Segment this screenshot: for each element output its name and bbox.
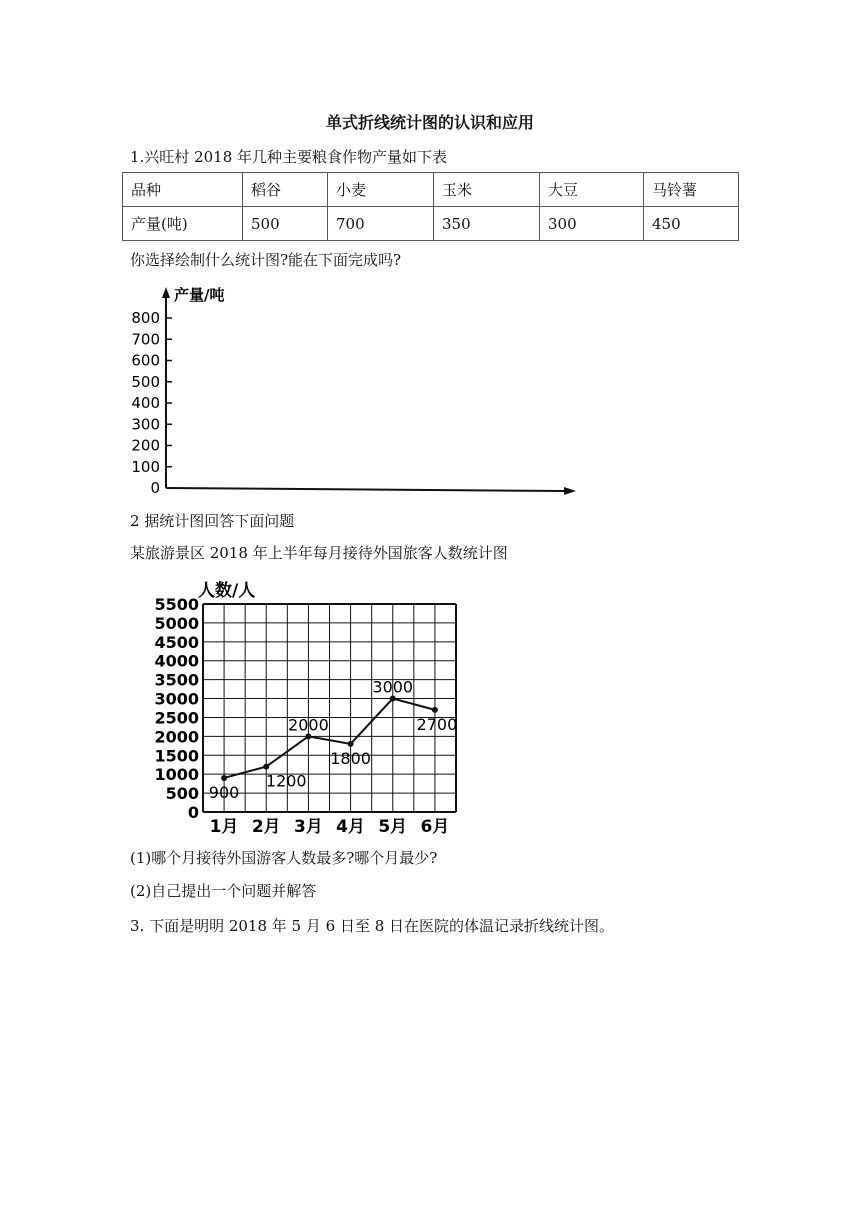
- x-tick-label: 2月: [251, 817, 281, 837]
- y-tick-label: 400: [131, 394, 160, 412]
- y-tick-label: 1500: [154, 746, 199, 766]
- x-tick-label: 6月: [420, 817, 450, 837]
- table-cell: 500: [243, 207, 328, 241]
- x-axis-arrow: [564, 487, 576, 495]
- q2-chart-caption: 某旅游景区 2018 年上半年每月接待外国旅客人数统计图: [130, 544, 508, 562]
- data-label: 1800: [330, 748, 371, 768]
- y-tick-label: 1000: [154, 765, 199, 785]
- x-tick-label: 4月: [336, 817, 366, 837]
- y-tick-label: 200: [131, 436, 160, 455]
- data-label: 900: [208, 782, 240, 802]
- y-axis-arrow: [162, 287, 170, 298]
- x-tick-label: 3月: [293, 817, 323, 837]
- data-point: [432, 707, 438, 713]
- q2-text: 2 据统计图回答下面问题: [130, 512, 295, 530]
- y-tick-label: 300: [131, 415, 160, 434]
- table-cell: 稻谷: [243, 173, 328, 207]
- table-cell: 300: [540, 207, 644, 241]
- data-label: 2700: [416, 714, 458, 734]
- data-point: [348, 741, 354, 747]
- data-point: [221, 775, 227, 781]
- data-label: 1200: [265, 771, 307, 791]
- y-tick-label: 600: [131, 351, 160, 370]
- table-cell: 玉米: [434, 173, 540, 207]
- q1-prompt: 你选择绘制什么统计图?能在下面完成吗?: [130, 251, 402, 269]
- page-title: 单式折线统计图的认识和应用: [325, 113, 534, 132]
- y-tick-label: 5000: [154, 613, 199, 633]
- table-cell: 350: [434, 207, 540, 241]
- y-tick-label: 500: [131, 372, 160, 391]
- y-tick-label: 100: [131, 457, 160, 476]
- y-tick-label: 5500: [154, 595, 199, 614]
- y-tick-label: 500: [165, 784, 199, 804]
- y-tick-label: 3500: [154, 670, 199, 690]
- table-cell: 450: [644, 207, 739, 241]
- table-cell: 小麦: [328, 173, 434, 207]
- y-tick-label: 4500: [154, 632, 199, 652]
- q2-sub2: (2)自己提出一个问题并解答: [130, 882, 317, 900]
- y-tick-label: 2000: [154, 727, 199, 747]
- q2-sub1: (1)哪个月接待外国游客人数最多?哪个月最少?: [130, 849, 438, 867]
- y-tick-label: 0: [187, 803, 199, 822]
- q1-text: 1.兴旺村 2018 年几种主要粮食作物产量如下表: [130, 148, 448, 166]
- table-cell: 马铃薯: [644, 173, 739, 207]
- x-axis: [166, 488, 566, 491]
- y-tick-label: 3000: [154, 689, 199, 709]
- y-tick-label: 0: [150, 479, 160, 497]
- y-axis-label: 产量/吨: [174, 286, 225, 304]
- y-tick-label: 800: [131, 309, 160, 327]
- y-tick-label: 2500: [154, 708, 199, 728]
- data-point: [263, 764, 269, 770]
- table-cell: 大豆: [540, 173, 644, 207]
- y-tick-label: 4000: [154, 651, 199, 671]
- data-label: 2000: [288, 715, 329, 735]
- y-tick-label: 700: [131, 330, 160, 349]
- table-cell: 品种: [123, 173, 243, 207]
- x-tick-label: 1月: [209, 817, 239, 837]
- y-axis-label: 人数/人: [198, 581, 256, 601]
- data-label: 3000: [372, 677, 414, 697]
- q3-text: 3. 下面是明明 2018 年 5 月 6 日至 8 日在医院的体温记录折线统计图。: [130, 917, 615, 935]
- table-cell: 产量(吨): [123, 207, 243, 241]
- x-tick-label: 5月: [378, 817, 408, 837]
- table-cell: 700: [328, 207, 434, 241]
